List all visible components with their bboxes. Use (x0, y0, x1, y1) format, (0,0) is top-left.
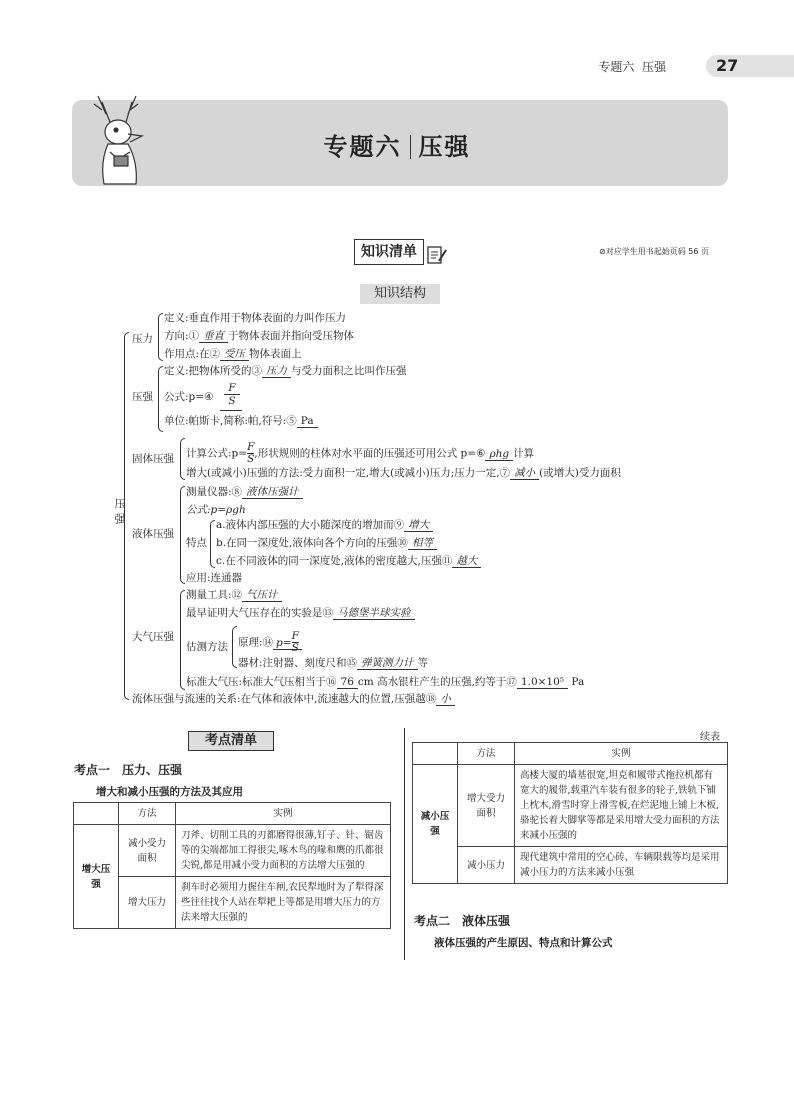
exam-point-2-subtitle: 液体压强的产生原因、特点和计算公式 (434, 937, 613, 949)
liquid-feature-a (216, 518, 433, 532)
atm-experiment-text: 最早证明大气压存在的实验是⑬ (186, 607, 333, 619)
col-method: 方法 (119, 803, 176, 825)
answer-1: 垂直 (199, 330, 228, 343)
pressure-unit-text: 单位:帕斯卡,简称:帕,符号:⑤ (164, 415, 297, 427)
brace-liquid-features (210, 520, 215, 568)
table-row (413, 765, 728, 847)
page-number: 27 (716, 56, 739, 75)
liquid-feature-b (216, 536, 437, 550)
solid-fraction-den: S (247, 453, 255, 465)
col-method: 方法 (458, 743, 515, 765)
force-point (164, 347, 302, 361)
atm-principle-text: 原理:⑭ (238, 636, 274, 649)
answer-17: 1.0×10⁵ (517, 676, 568, 689)
group-increase-pressure: 增大压强 (74, 825, 119, 929)
root-brace (124, 332, 129, 700)
branch-atmospheric-pressure: 大气压强 (132, 631, 174, 643)
liquid-instrument-text: 测量仪器:⑧ (186, 486, 243, 498)
solid-method-text: 增大(或减小)压强的方法:受力面积一定,增大(或减小)压力;压力一定,⑦ (186, 467, 511, 479)
answer-2: 受压 (220, 348, 249, 361)
chapter-title-number: 专题六 (323, 133, 402, 161)
atm-estimate-label: 估测方法 (186, 641, 228, 653)
fraction-den: S (224, 394, 240, 407)
example-cell: 现代建筑中常用的空心砖、车辆限载等均是采用减小压力的方法来减小压强 (515, 847, 728, 884)
atm-fraction (292, 631, 299, 654)
answer-9: 增大 (404, 519, 433, 532)
atm-standard-text: 标准大气压:标准大气压相当于⑯ (186, 676, 337, 688)
brace-pressure-force (158, 313, 163, 361)
chapter-title-name: 压强 (418, 133, 471, 161)
solid-calc-text: 计算公式:p= (186, 447, 248, 460)
chapter-title (0, 127, 794, 162)
table-header-row (413, 743, 728, 765)
reference-text: 对应学生用书起始页码 56 页 (605, 247, 709, 256)
liquid-application: 应用:连通器 (186, 572, 243, 584)
example-cell: 刀斧、切削工具的刃都磨得很薄,钉子、针、锯齿等的尖端都加工得很尖,啄木鸟的喙和鹰的爪都很尖锐,都是用减小受力面积的方法增大压强的 (176, 825, 391, 877)
brace-pressure (158, 366, 163, 432)
answer-14-p: p= (276, 636, 292, 649)
answer-6: ρhg (485, 448, 513, 461)
atm-standard-text-b: cm 高水银柱产生的压强,约等于⑰ (357, 676, 517, 688)
fluid-text: 流体压强与流速的关系:在气体和液体中,流速越大的位置,压强越⑱ (132, 693, 437, 705)
table-corner (413, 743, 458, 765)
force-direction-text-b: 于物体表面并指向受压物体 (228, 330, 355, 342)
answer-13: 马德堡半球实验 (333, 607, 415, 620)
answer-11: 越大 (452, 555, 481, 568)
page-reference (599, 246, 709, 257)
force-point-text-b: 物体表面上 (249, 348, 302, 360)
liquid-feature-a-text: a.液体内部压强的大小随深度的增加而⑨ (216, 519, 405, 531)
table-decrease-pressure (412, 742, 728, 884)
liquid-instrument (186, 485, 303, 499)
solid-calc-text-c: 计算 (513, 447, 535, 460)
method-cell: 减小压力 (458, 847, 515, 884)
force-definition: 定义:垂直作用于物体表面的力叫作压力 (164, 312, 347, 324)
example-cell: 刹车时必须用力握住车闸,农民犁地时为了犁得深些往往找个人站在犁耙上等都是用增大压力的方法来增大压强的 (176, 877, 391, 929)
running-header (598, 58, 666, 75)
atm-experiment (186, 606, 415, 620)
brace-solid (180, 438, 185, 480)
answer-5: Pa (297, 415, 318, 428)
method-cell: 减小受力面积 (119, 825, 176, 877)
table-row (74, 825, 391, 877)
pressure-definition-text: 定义:把物体所受的③ (164, 365, 263, 377)
section-heading-exam-points: 考点清单 (188, 731, 274, 751)
force-point-text: 作用点:在② (164, 348, 221, 360)
solid-method (186, 466, 621, 480)
liquid-feature-c (216, 554, 481, 568)
branch-liquid-pressure: 液体压强 (132, 528, 174, 540)
reference-icon: ⊘ (599, 247, 606, 256)
branch-pressure: 压强 (132, 391, 153, 403)
liquid-feature-c-text: c.在不同液体的同一深度处,液体的密度越大,压强⑪ (216, 555, 453, 567)
answer-8: 液体压强计 (242, 486, 303, 499)
section-heading-knowledge-structure: 知识结构 (360, 284, 440, 304)
atm-equipment (238, 656, 428, 670)
section-heading-knowledge-list: 知识清单 (354, 239, 424, 265)
liquid-feature-b-text: b.在同一深度处,液体向各个方向的压强⑩ (216, 537, 408, 549)
pressure-unit (164, 414, 318, 428)
solid-method-text-b: (或增大)受力面积 (539, 467, 621, 479)
pressure-formula-text: 公式:p=④ (164, 391, 214, 403)
method-cell: 增大压力 (119, 877, 176, 929)
atm-fraction-num: F (291, 630, 299, 642)
answer-16: 76 (337, 676, 358, 689)
table-row (74, 877, 391, 929)
solid-calc-text-b: ,形状规则的柱体对水平面的压强还可用公式 p=⑥ (254, 447, 486, 460)
solid-fraction-num: F (247, 441, 255, 453)
column-divider (404, 728, 405, 960)
table-row (413, 847, 728, 884)
solid-calc (186, 442, 534, 465)
table-header-row (74, 803, 391, 825)
title-separator (410, 135, 411, 159)
atm-tool (186, 588, 282, 602)
branch-solid-pressure: 固体压强 (132, 453, 174, 465)
answer-10: 相等 (408, 537, 437, 550)
answer-3: 压力 (262, 365, 291, 378)
exam-point-1-subtitle: 增大和减小压强的方法及其应用 (96, 786, 243, 798)
brace-liquid (180, 486, 185, 584)
branch-pressure-force: 压力 (132, 333, 153, 345)
fraction-num: F (228, 382, 236, 394)
atm-standard (186, 675, 584, 689)
exam-point-2-title: 考点二 液体压强 (414, 914, 511, 928)
brace-atmospheric (180, 590, 185, 690)
pressure-definition (164, 364, 407, 378)
force-direction (164, 329, 354, 343)
atm-fraction-den: S (291, 642, 299, 654)
table-increase-pressure (73, 802, 391, 929)
header-topic: 压强 (641, 60, 666, 74)
exam-point-1-title: 考点一 压力、压强 (74, 763, 183, 777)
atm-equipment-text-b: 等 (417, 657, 429, 669)
col-example: 实例 (515, 743, 728, 765)
pressure-formula (164, 390, 213, 404)
answer-14 (273, 630, 302, 654)
answer-12: 气压计 (242, 589, 282, 602)
answer-15: 弹簧测力计 (357, 657, 418, 670)
continued-label: 续表 (700, 732, 720, 743)
atm-equipment-text: 器材:注射器、刻度尺和⑮ (238, 657, 358, 669)
atm-standard-text-c: Pa (571, 676, 585, 688)
group-decrease-pressure: 减小压强 (413, 765, 458, 884)
col-example: 实例 (176, 803, 391, 825)
answer-4-underline (220, 410, 242, 411)
answer-4-fraction (224, 382, 240, 407)
liquid-formula: 公式:p=ρgh (186, 504, 246, 516)
notebook-pencil-icon (426, 244, 448, 266)
brace-atm-estimate (232, 626, 237, 668)
answer-7: 减小 (510, 467, 539, 480)
table-corner (74, 803, 119, 825)
method-cell: 增大受力面积 (458, 765, 515, 847)
header-chapter: 专题六 (598, 60, 635, 74)
pressure-definition-text-b: 与受力面积之比叫作压强 (291, 365, 407, 377)
force-direction-text: 方向:① (164, 330, 200, 342)
answer-18: 小 (436, 693, 455, 706)
branch-fluid-pressure (132, 692, 455, 706)
atm-principle (238, 631, 302, 654)
tree-root-label: 压强 (113, 498, 126, 528)
atm-tool-text: 测量工具:⑫ (186, 589, 243, 601)
liquid-features-label: 特点 (186, 537, 207, 549)
example-cell: 高楼大厦的墙基很宽,坦克和履带式拖拉机都有宽大的履带,载重汽车装有很多的轮子,铁轨下铺上枕木,滑雪时穿上滑雪板,在烂泥地上铺上木板,骆驼长着大脚掌等都是采用增大受力面积的方法来减小压强的 (515, 765, 728, 847)
